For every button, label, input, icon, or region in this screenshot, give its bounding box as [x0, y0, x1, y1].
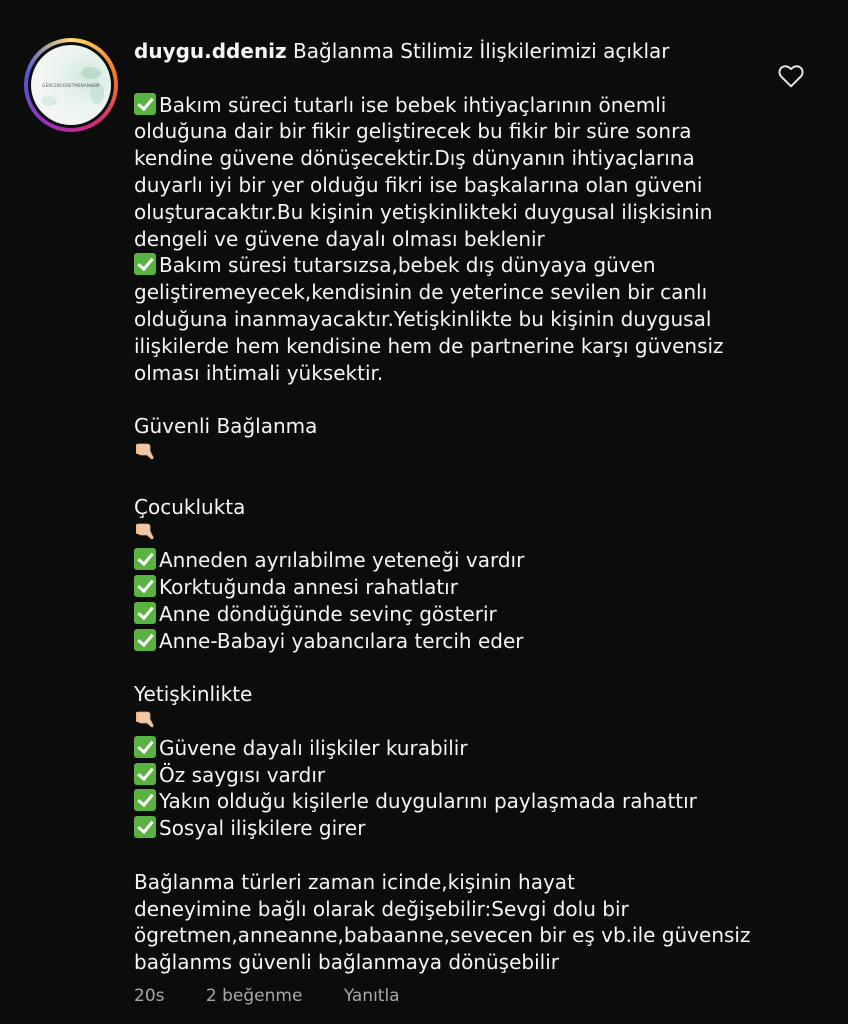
pointing-down-icon [134, 708, 158, 732]
check-mark-icon [134, 816, 156, 838]
pointer-line [134, 440, 774, 467]
check-mark-icon [134, 736, 156, 758]
line-text: bağlanms güvenli bağlanmaya dönüşebilir [134, 950, 559, 975]
checklist-line [134, 762, 774, 789]
check-mark-icon [134, 602, 156, 624]
pointing-down-icon [134, 440, 158, 464]
username-link[interactable]: duygu.ddeniz [134, 39, 287, 63]
text-line [134, 494, 774, 521]
avatar-border [28, 42, 114, 128]
check-mark-icon [134, 253, 156, 275]
checklist-line [134, 574, 774, 601]
check-mark-icon [134, 575, 156, 597]
line-text: kendine güvene dönüşecektir.Dış dünyanın ihtiyaçlarına [134, 146, 695, 171]
line-text: olduğuna inanmayacaktır.Yetişkinlikte bu kişinin duygusal [134, 306, 712, 331]
line-text: Öz saygısı vardır [159, 762, 326, 787]
text-line [134, 172, 774, 199]
checklist-line [134, 547, 774, 574]
line-text: Güvene dayalı ilişkiler kurabilir [159, 735, 468, 760]
blank-line [134, 467, 774, 494]
text-line [134, 38, 774, 65]
heart-icon[interactable] [778, 64, 804, 88]
likes-count[interactable]: 2 beğenme [205, 986, 303, 1006]
text-line [134, 922, 774, 949]
text-line [134, 145, 774, 172]
line-text: deneyimine bağlı olarak değişebilir:Sevgi dolu bir [134, 896, 629, 921]
line-text: Korktuğunda annesi rahatlatır [159, 574, 458, 599]
blank-line [134, 654, 774, 681]
check-mark-icon [134, 629, 156, 651]
text-line [134, 199, 774, 226]
line-text: ilişkilerde hem kendisine hem de partnerine karşı güvensiz [134, 333, 724, 358]
checklist-line [134, 628, 774, 655]
avatar[interactable] [24, 38, 118, 132]
text-line [134, 333, 774, 360]
check-mark-icon [134, 763, 156, 785]
line-text: ögretmen,anneanne,babaanne,sevecen bir eş vb.ile güvensiz [134, 923, 751, 948]
blank-line [134, 386, 774, 413]
text-line [134, 118, 774, 145]
avatar-text: GERCEKOGRETMENANNEM [42, 82, 100, 88]
line-text: oluşturacaktır.Bu kişinin yetişkinlikteki duygusal ilişkisinin [134, 199, 713, 224]
text-line [134, 226, 774, 253]
line-text: Bağlanma türleri zaman icinde,kişinin hayat [134, 869, 575, 894]
text-line [134, 413, 774, 440]
line-text: Anne-Babayi yabancılara tercih eder [159, 628, 524, 653]
blank-line [134, 842, 774, 869]
line-text: geliştiremeyecek,kendisinin de yeterince sevilen bir canlı [134, 280, 708, 305]
checklist-line [134, 252, 774, 279]
check-mark-icon [134, 548, 156, 570]
line-text: Yetişkinlikte [134, 682, 253, 707]
text-line [134, 949, 774, 976]
text-line [134, 869, 774, 896]
reply-button[interactable]: Yanıtla [343, 986, 400, 1006]
line-text: Anneden ayrılabilme yeteneği vardır [159, 548, 525, 573]
pointer-line [134, 520, 774, 547]
text-line [134, 896, 774, 923]
pointer-line [134, 708, 774, 735]
check-mark-icon [134, 789, 156, 811]
comment-time: 20s [134, 986, 165, 1006]
text-line [134, 681, 774, 708]
avatar-image [31, 45, 111, 125]
text-line [134, 306, 774, 333]
comment-footer [134, 986, 436, 1006]
line-text: Bakım süresi tutarsızsa,bebek dış dünyaya güven [159, 253, 656, 278]
line-text: Bağlanma Stilimiz İlişkilerimizi açıklar [293, 39, 670, 63]
text-line [134, 279, 774, 306]
line-text: Çocuklukta [134, 494, 246, 519]
line-text: Bakım süreci tutarlı ise bebek ihtiyaçlarının önemli [159, 92, 667, 117]
line-text: olması ihtimali yüksektir. [134, 360, 384, 385]
checklist-line [134, 735, 774, 762]
line-text: duyarlı iyi bir yer olduğu fikri ise başkalarına olan güveni [134, 172, 703, 197]
check-mark-icon [134, 93, 156, 115]
checklist-line [134, 92, 774, 119]
line-text: Anne döndüğünde sevinç gösterir [159, 601, 497, 626]
line-text: dengeli ve güvene dayalı olması beklenir [134, 226, 545, 251]
line-text: olduğuna dair bir fikir geliştirecek bu fikir bir süre sonra [134, 119, 692, 144]
line-text: Güvenli Bağlanma [134, 414, 318, 439]
pointing-down-icon [134, 520, 158, 544]
blank-line [134, 65, 774, 92]
line-text: Sosyal ilişkilere girer [159, 816, 366, 841]
checklist-line [134, 601, 774, 628]
text-line [134, 360, 774, 387]
checklist-line [134, 815, 774, 842]
line-text: Yakın olduğu kişilerle duygularını paylaşmada rahattır [159, 789, 697, 814]
comment-body [134, 38, 774, 976]
checklist-line [134, 788, 774, 815]
